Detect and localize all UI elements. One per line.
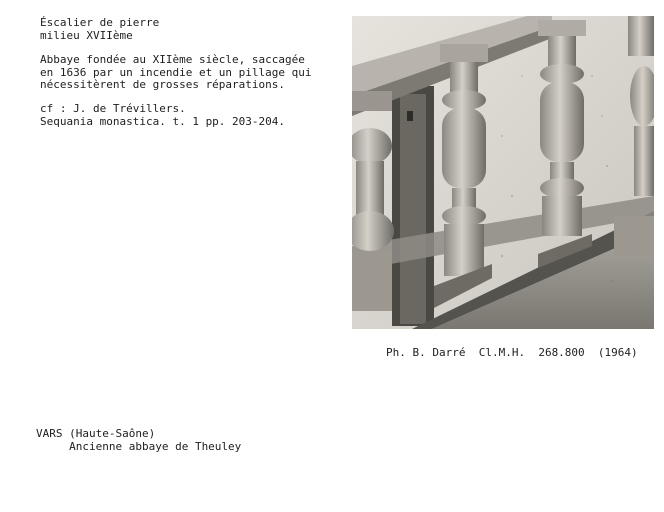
staircase-photo xyxy=(352,16,654,329)
location-line-1: VARS (Haute-Saône) xyxy=(36,427,156,440)
location-line-2: Ancienne abbaye de Theuley xyxy=(36,439,242,453)
reference-line-1: cf : J. de Trévillers. xyxy=(40,102,186,115)
photo-credit: Ph. B. Darré Cl.M.H. 268.800 (1964) xyxy=(386,346,638,359)
title-line-2: milieu XVIIème xyxy=(40,28,133,42)
description-line-1: Abbaye fondée au XIIème siècle, saccagée xyxy=(40,53,305,66)
title-line-1: Éscalier de pierre xyxy=(40,16,160,29)
description-line-2: en 1636 par un incendie et un pillage qui xyxy=(40,65,312,79)
description-line-3: nécessitèrent de grosses réparations. xyxy=(40,78,286,91)
reference-line-2: Sequania monastica. t. 1 pp. 203-204. xyxy=(40,114,286,128)
